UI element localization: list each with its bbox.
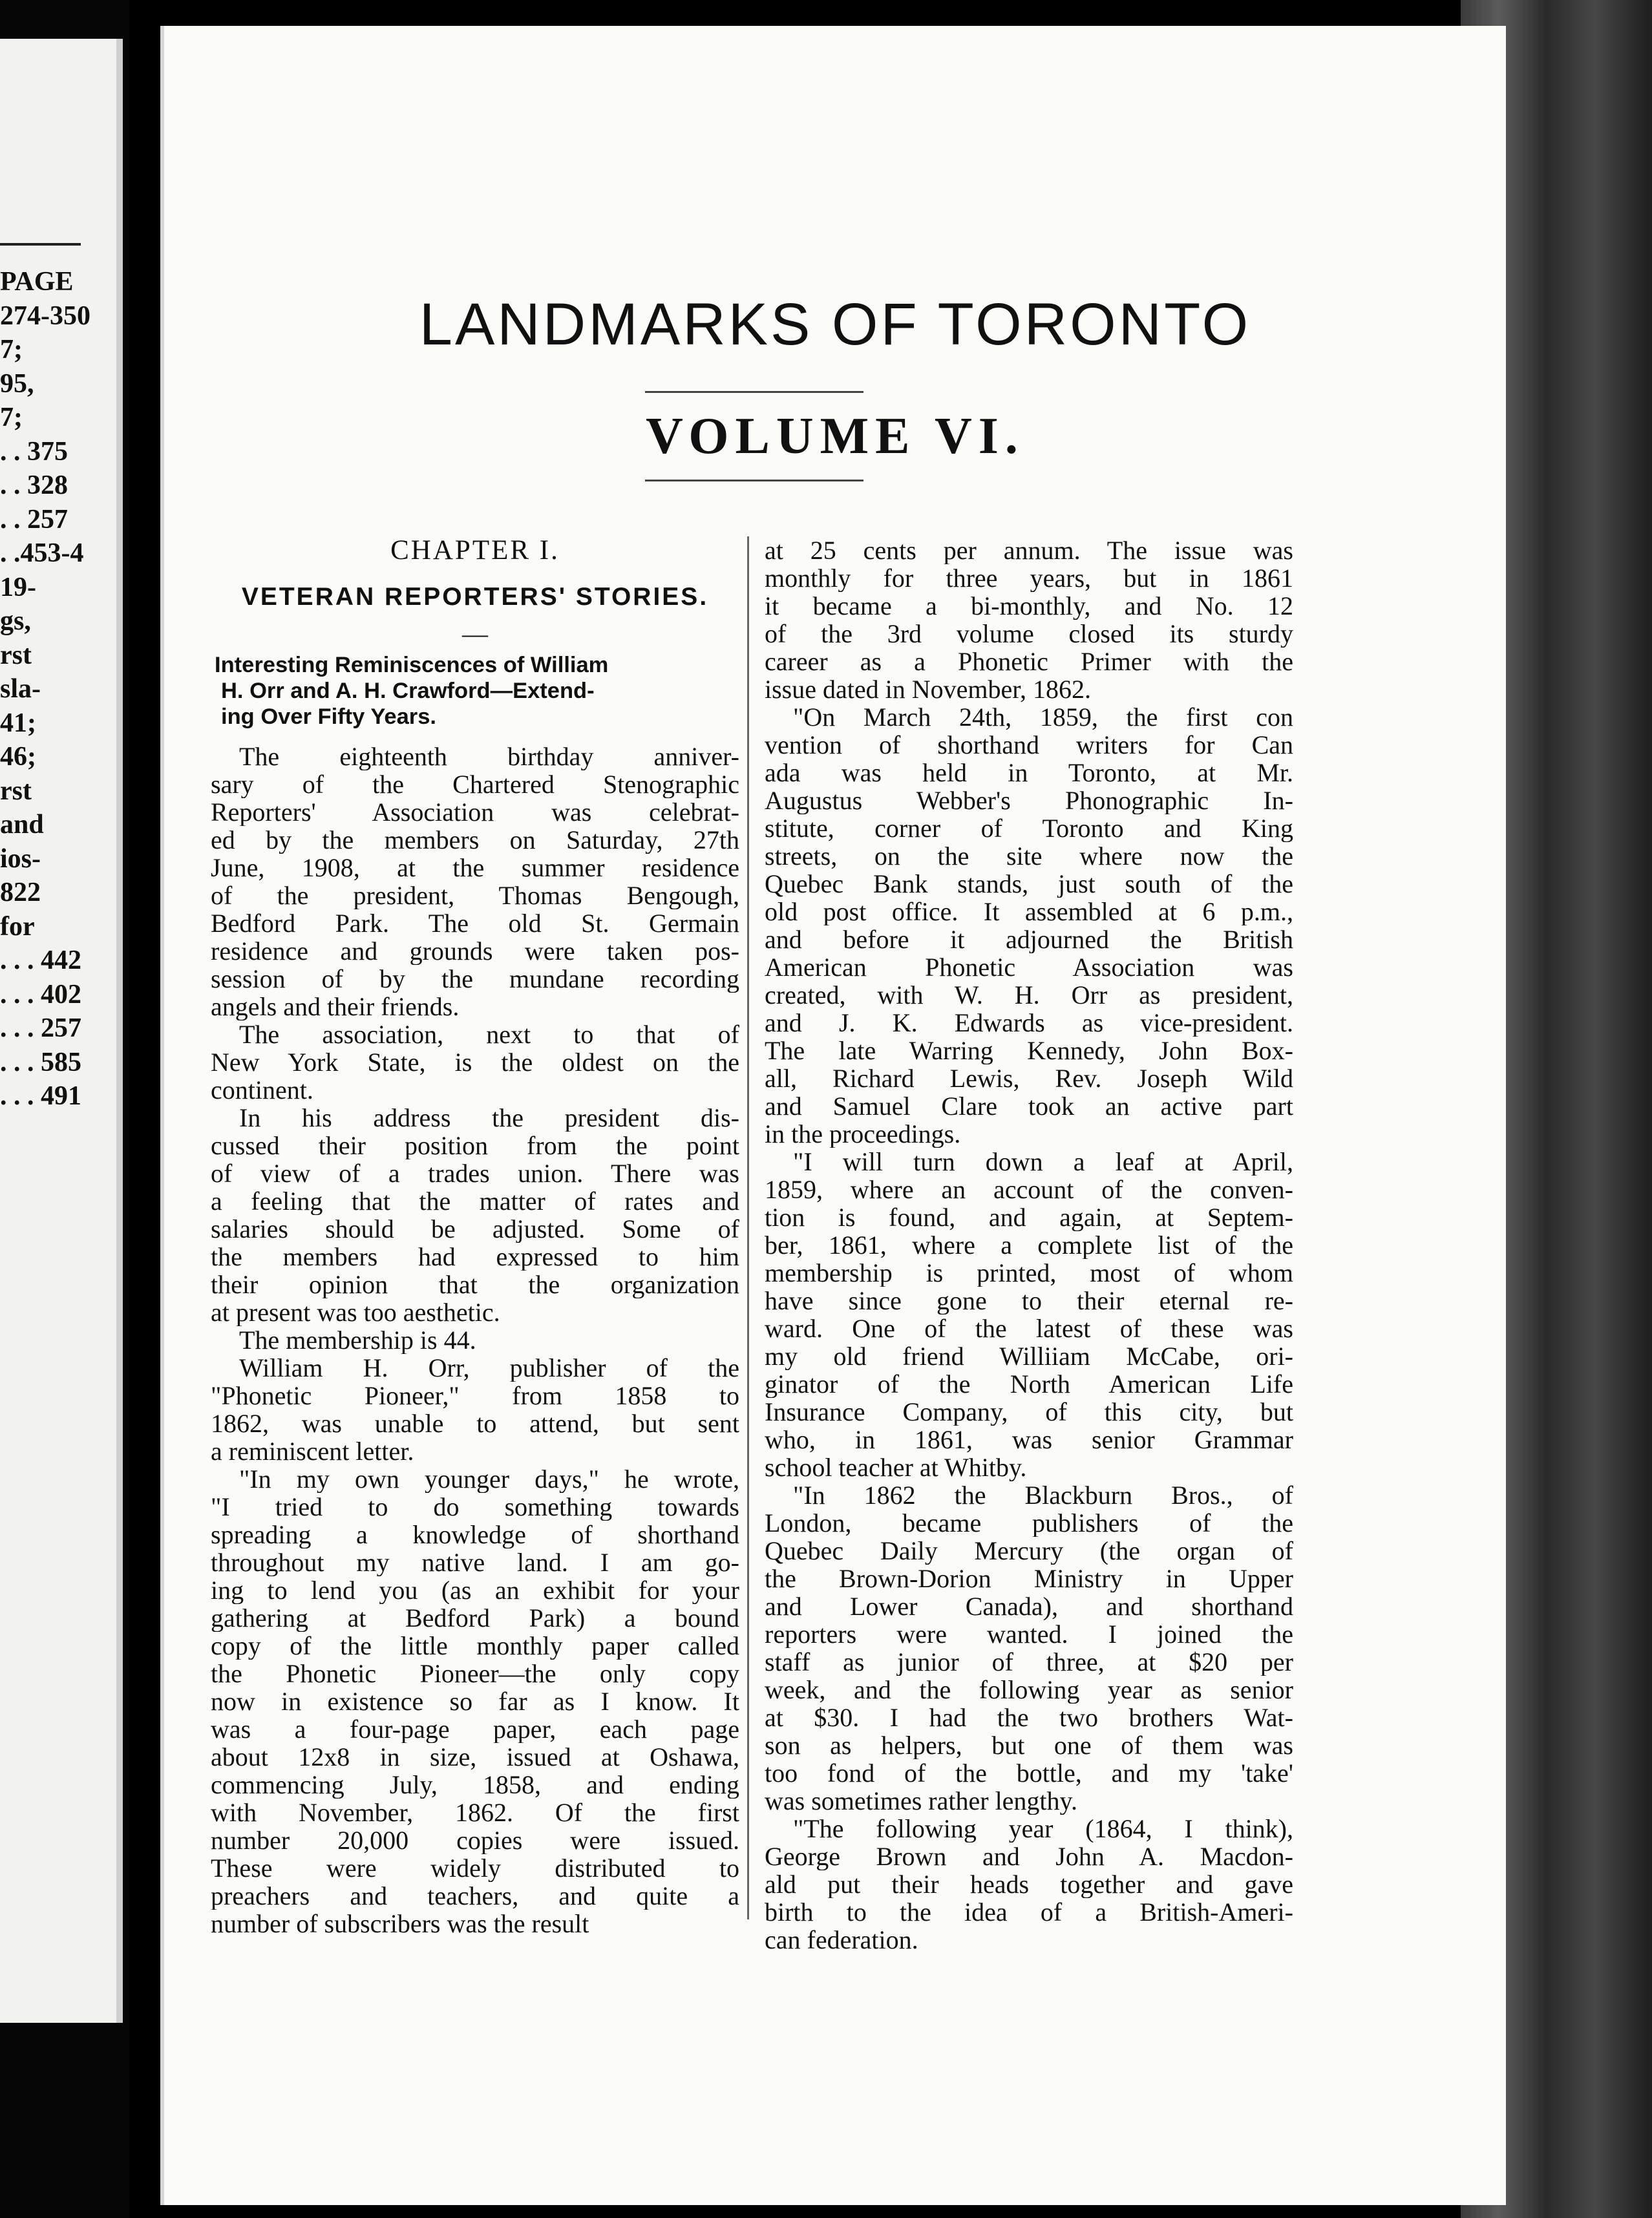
text-line: American Phonetic Association was [765,953,1293,981]
previous-page-line: PAGE [0,267,74,297]
text-line: son as helpers, but one of them was [765,1731,1293,1759]
text-line: of the president, Thomas Bengough, [211,882,739,909]
text-line: and Samuel Clare took an active part [765,1092,1293,1120]
text-line: continent. [211,1076,313,1104]
text-line: spreading a knowledge of shorthand [211,1521,739,1548]
right-column [765,536,1293,1954]
text-line: The late Warring Kennedy, John Box- [765,1037,1293,1064]
previous-page-line: . . . 402 [0,979,81,1009]
previous-page-line: rst [0,776,32,806]
text-line: have since gone to their eternal re- [765,1287,1293,1315]
text-line: ginator of the North American Life [765,1370,1293,1398]
text-line: George Brown and John A. Macdon- [765,1843,1293,1870]
text-line: Quebec Daily Mercury (the organ of [765,1537,1293,1565]
previous-page-line: . . . 442 [0,945,81,975]
previous-page-line: 274-350 [0,301,90,331]
text-line: vention of shorthand writers for Can [765,731,1293,759]
volume-heading: VOLUME VI. [646,408,1024,465]
paragraph [211,1465,739,1938]
text-line: streets, on the site where now the [765,842,1293,870]
text-line: ada was held in Toronto, at Mr. [765,759,1293,787]
text-line: The eighteenth birthday anniver- [239,743,739,770]
section-title: VETERAN REPORTERS' STORIES. [241,583,709,611]
text-line: June, 1908, at the summer residence [211,854,739,882]
text-line: it became a bi-monthly, and No. 12 [765,592,1293,620]
text-line: now in existence so far as I know. It [211,1687,739,1715]
text-line: week, and the following year as senior [765,1676,1293,1704]
text-line: of the 3rd volume closed its sturdy [765,620,1293,648]
text-line: birth to the idea of a British-Ameri- [765,1898,1293,1926]
previous-page-line: rst [0,640,32,670]
text-line: Bedford Park. The old St. Germain [211,909,739,937]
text-line: tion is found, and again, at Septem- [765,1203,1293,1231]
paragraph [765,1148,1293,1481]
text-line: the members had expressed to him [211,1243,739,1271]
subheading-line: H. Orr and A. H. Crawford—Extend- [221,679,595,703]
previous-page-line: 7; [0,335,23,364]
text-line: "I will turn down a leaf at April, [793,1148,1293,1176]
text-line: number of subscribers was the result [211,1910,589,1938]
text-line: The association, next to that of [239,1020,739,1048]
previous-page-index [0,265,116,1114]
chapter-heading: CHAPTER I. [390,535,560,565]
previous-page-line: . . 375 [0,436,68,467]
text-line: throughout my native land. I am go- [211,1548,739,1576]
previous-page-line: . . . 257 [0,1013,81,1043]
text-line: in the proceedings. [765,1120,961,1148]
text-line: membership is printed, most of whom [765,1259,1293,1287]
text-line: copy of the little monthly paper called [211,1632,739,1660]
text-line: with November, 1862. Of the first [211,1799,739,1826]
text-line: 1859, where an account of the conven- [765,1176,1293,1203]
paragraph [211,1354,739,1465]
section-dash: — [462,619,488,648]
text-line: reporters were wanted. I joined the [765,1620,1293,1648]
previous-page-line: 7; [0,403,23,432]
text-line: "I tried to do something towards [211,1493,739,1521]
previous-page-line: 46; [0,742,36,772]
previous-page-line: . . 257 [0,504,68,534]
text-line: at present was too aesthetic. [211,1298,500,1326]
text-line: Quebec Bank stands, just south of the [765,870,1293,898]
text-line: my old friend Williiam McCabe, ori- [765,1342,1293,1370]
text-line: at 25 cents per annum. The issue was [765,536,1293,564]
text-line: who, in 1861, was senior Grammar [765,1426,1293,1453]
text-line: can federation. [765,1926,918,1954]
text-line: was sometimes rather lengthy. [765,1787,1077,1815]
column-divider [747,536,749,1919]
text-line: ing to lend you (as an exhibit for your [211,1576,739,1604]
previous-page-line: for [0,911,35,942]
text-line: too fond of the bottle, and my 'take' [765,1759,1293,1787]
text-line: cussed their position from the point [211,1132,739,1159]
previous-page-line: 95, [0,368,34,399]
previous-page-line: . .453-4 [0,538,84,568]
previous-page-line: . . 328 [0,470,68,500]
text-line: and Lower Canada), and shorthand [765,1592,1293,1620]
text-line: commencing July, 1858, and ending [211,1771,739,1799]
text-line: salaries should be adjusted. Some of [211,1215,739,1243]
right-column-body [765,536,1293,1954]
text-line: "Phonetic Pioneer," from 1858 to [211,1382,739,1410]
previous-page-rule [0,243,81,246]
text-line: Insurance Company, of this city, but [765,1398,1293,1426]
text-line: sary of the Chartered Stenographic [211,770,739,798]
text-line: "The following year (1864, I think), [793,1815,1293,1843]
text-line: Reporters' Association was celebrat- [211,798,739,826]
previous-page-sliver [0,39,123,2023]
text-line: monthly for three years, but in 1861 [765,564,1293,592]
text-line: session of by the mundane recording [211,965,739,993]
previous-page-line: sla- [0,674,41,704]
previous-page-line: 822 [0,878,41,907]
text-line: ald put their heads together and gave [765,1870,1293,1898]
text-line: ed by the members on Saturday, 27th [211,826,739,854]
subheading-line: ing Over Fifty Years. [221,704,437,729]
text-line: was a four-page paper, each page [211,1715,739,1743]
paragraph [765,1481,1293,1815]
text-line: the Phonetic Pioneer—the only copy [211,1660,739,1687]
article-subheading [215,652,739,730]
text-line: all, Richard Lewis, Rev. Joseph Wild [765,1064,1293,1092]
text-line: issue dated in November, 1862. [765,675,1091,703]
text-line: number 20,000 copies were issued. [211,1826,739,1854]
paragraph [765,703,1293,1148]
text-line: the Brown-Dorion Ministry in Upper [765,1565,1293,1592]
paragraph [765,536,1293,703]
text-line: a feeling that the matter of rates and [211,1187,739,1215]
text-line: Augustus Webber's Phonographic In- [765,787,1293,814]
text-line: and J. K. Edwards as vice-president. [765,1009,1293,1037]
subheading-line: Interesting Reminiscences of William [215,653,609,677]
text-line: "In 1862 the Blackburn Bros., of [793,1481,1293,1509]
text-line: angels and their friends. [211,993,460,1020]
text-line: "On March 24th, 1859, the first con [793,703,1293,731]
text-line: preachers and teachers, and quite a [211,1882,739,1910]
text-line: The membership is 44. [239,1326,476,1354]
paragraph [765,1815,1293,1954]
text-line: ber, 1861, where a complete list of the [765,1231,1293,1259]
title-rule-top [645,391,863,393]
text-line: ward. One of the latest of these was [765,1315,1293,1342]
text-line: In his address the president dis- [239,1104,739,1132]
paragraph [211,1020,739,1104]
previous-page-line: . . . 491 [0,1081,81,1111]
previous-page-line: and [0,810,44,840]
previous-page-line: gs, [0,606,31,636]
text-line: London, became publishers of the [765,1509,1293,1537]
text-line: at $30. I had the two brothers Wat- [765,1704,1293,1731]
left-column [211,536,739,1938]
text-line: their opinion that the organization [211,1271,739,1298]
text-line: New York State, is the oldest on the [211,1048,739,1076]
paragraph [211,1326,739,1354]
text-line: stitute, corner of Toronto and King [765,814,1293,842]
text-line: residence and grounds were taken pos- [211,937,739,965]
previous-page-line: 41; [0,708,36,738]
text-line: school teacher at Whitby. [765,1453,1027,1481]
left-column-body [211,743,739,1938]
paragraph [211,743,739,1020]
book-page [160,26,1506,2205]
previous-page-line: ios- [0,843,41,874]
text-line: These were widely distributed to [211,1854,739,1882]
text-line: career as a Phonetic Primer with the [765,648,1293,675]
text-line: and before it adjourned the British [765,925,1293,953]
text-line: gathering at Bedford Park) a bound [211,1604,739,1632]
text-line: "In my own younger days," he wrote, [239,1465,739,1493]
text-line: old post office. It assembled at 6 p.m., [765,898,1293,925]
text-line: a reminiscent letter. [211,1437,414,1465]
title-rule-bottom [645,480,863,481]
text-line: 1862, was unable to attend, but sent [211,1410,739,1437]
text-line: about 12x8 in size, issued at Oshawa, [211,1743,739,1771]
previous-page-line: . . . 585 [0,1047,81,1077]
page-title: LANDMARKS OF TORONTO [419,291,1251,357]
paragraph [211,1104,739,1326]
text-line: staff as junior of three, at $20 per [765,1648,1293,1676]
text-line: created, with W. H. Orr as president, [765,981,1293,1009]
text-line: William H. Orr, publisher of the [239,1354,739,1382]
text-line: of view of a trades union. There was [211,1159,739,1187]
previous-page-line: 19- [0,572,36,602]
